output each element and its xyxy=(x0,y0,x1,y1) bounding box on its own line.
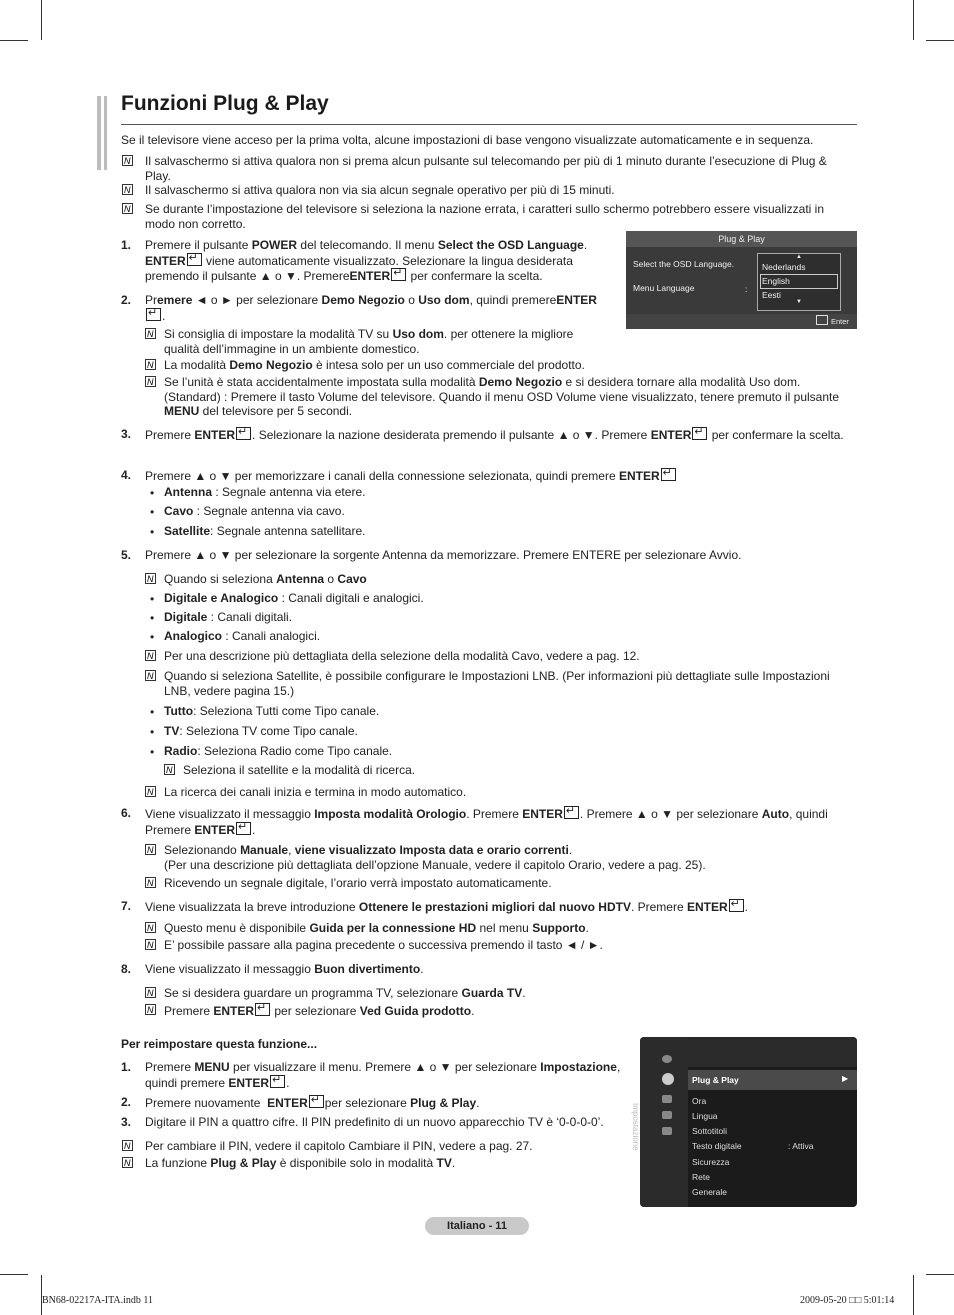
menu-category-label: Impostazione xyxy=(631,1103,640,1151)
footer-date: 2009-05-20 □□ 5:01:14 xyxy=(800,1295,895,1306)
note-text: Se l’unità è stata accidentalmente impostata sulla modalità Demo Negozio e si desidera tornare alla modalità Uso dom. (Standard) : Premere il tasto Volume del televisore. Quando il menu OSD Volume viene visualizzato, tenere premuto il pulsante MENU del televisore per 5 secondi. xyxy=(164,375,840,418)
bullet-text: Digitale : Canali digitali. xyxy=(164,610,293,624)
step-number: 1. xyxy=(121,238,132,252)
crop-mark xyxy=(926,40,954,41)
note-text: Seleziona il satellite e la modalità di ricerca. xyxy=(183,763,416,777)
svg-text:N: N xyxy=(147,651,154,661)
page-title: Funzioni Plug & Play xyxy=(121,92,329,115)
bullet-text: TV: Seleziona TV come Tipo canale. xyxy=(164,724,358,738)
note-text: Quando si seleziona Antenna o Cavo xyxy=(164,572,367,586)
osd-label: Select the OSD Language. xyxy=(633,259,735,269)
svg-text:N: N xyxy=(124,204,131,214)
note-icon xyxy=(122,1157,133,1168)
menu-item-lingua[interactable]: Lingua xyxy=(692,1111,718,1121)
menu-item-generale[interactable]: Generale xyxy=(692,1187,727,1197)
bullet-text: Cavo : Segnale antenna via cavo. xyxy=(164,504,345,518)
osd-colon: : xyxy=(745,284,748,294)
step-4-text: Premere ▲ o ▼ per memorizzare i canali della connessione selezionata, quindi premere ENTER↵ xyxy=(145,468,845,484)
step-number: 5. xyxy=(121,548,132,562)
reset-step-3-text: Digitare il PIN a quattro cifre. Il PIN predefinito di un nuovo apparecchio TV è ‘0-0-0-0’. xyxy=(145,1115,604,1129)
svg-text:N: N xyxy=(147,329,154,339)
svg-text:N: N xyxy=(147,377,154,387)
note-icon xyxy=(145,650,156,661)
title-accent-bar xyxy=(104,96,107,170)
note-text: Ricevendo un segnale digitale, l’orario verrà impostato automaticamente. xyxy=(164,876,552,890)
page-number: Italiano - 11 xyxy=(425,1217,529,1235)
note-text: Selezionando Manuale, viene visualizzato Imposta data e orario correnti. (Per una descrizione più dettagliata dell’opzione Manuale, vedere il capitolo Orario, vedere a pag. 25). xyxy=(164,843,706,872)
note-icon xyxy=(145,922,156,933)
bullet-text: Antenna : Segnale antenna via etere. xyxy=(164,485,366,499)
step-number: 7. xyxy=(121,899,132,913)
osd-language-screen xyxy=(626,231,857,329)
bullet: • xyxy=(150,505,155,519)
enter-icon xyxy=(816,315,828,325)
note-icon xyxy=(145,939,156,950)
step-1-text: Premere il pulsante POWER del telecomando. Il menu Select the OSD Language. ENTER↵ viene automaticamente visualizzato. Selezionare la lingua desiderata premendo il pulsante ▲ o ▼. PremereENTER↵ per confermare la scelta. xyxy=(145,238,605,284)
note-icon xyxy=(145,844,156,855)
bullet: • xyxy=(150,705,155,719)
title-accent-bar xyxy=(97,96,101,170)
note-icon xyxy=(145,1004,156,1015)
note-icon xyxy=(164,764,175,775)
footer-file: BN68-02217A-ITA.indb 11 xyxy=(42,1295,154,1306)
step-number: 2. xyxy=(121,1095,132,1109)
svg-text:N: N xyxy=(147,940,154,950)
bullet: • xyxy=(150,486,155,500)
svg-text:N: N xyxy=(147,845,154,855)
bullet: • xyxy=(150,745,155,759)
note-icon xyxy=(145,359,156,370)
title-rule xyxy=(121,124,857,125)
crop-mark xyxy=(913,0,914,40)
gear-icon[interactable] xyxy=(662,1073,674,1085)
svg-text:N: N xyxy=(147,671,154,681)
note-icon xyxy=(145,877,156,888)
crop-mark xyxy=(926,1274,954,1275)
note-icon xyxy=(145,786,156,797)
note-icon xyxy=(122,1140,133,1151)
menu-header xyxy=(688,1037,857,1067)
note-icon xyxy=(145,376,156,387)
crop-mark xyxy=(0,40,28,41)
note-text: La funzione Plug & Play è disponibile solo in modalità TV. xyxy=(145,1156,456,1170)
bullet-text: Tutto: Seleziona Tutti come Tipo canale. xyxy=(164,704,380,718)
svg-text:N: N xyxy=(147,1005,154,1015)
step-number: 2. xyxy=(121,293,132,307)
note-text: Premere ENTER↵ per selezionare Ved Guida prodotto. xyxy=(164,1003,474,1019)
svg-text:N: N xyxy=(147,574,154,584)
note-icon xyxy=(145,328,156,339)
bullet: • xyxy=(150,525,155,539)
osd-footer xyxy=(626,314,857,329)
arrow-right-icon: ▶ xyxy=(842,1074,849,1083)
bullet: • xyxy=(150,725,155,739)
note-icon xyxy=(122,203,133,214)
bullet-text: Radio: Seleziona Radio come Tipo canale. xyxy=(164,744,393,758)
step-number: 6. xyxy=(121,806,132,820)
enter-label: Enter xyxy=(831,317,849,326)
menu-item-sicurezza[interactable]: Sicurezza xyxy=(692,1157,730,1167)
language-option[interactable]: English xyxy=(762,276,790,286)
step-number: 8. xyxy=(121,962,132,976)
note-text: Se si desidera guardare un programma TV, selezionare Guarda TV. xyxy=(164,986,526,1000)
note-text: Questo menu è disponibile Guida per la connessione HD nel menu Supporto. xyxy=(164,921,589,935)
note-icon xyxy=(122,155,133,166)
language-option[interactable]: Eesti xyxy=(762,290,781,300)
language-list[interactable] xyxy=(757,253,841,311)
menu-item-rete[interactable]: Rete xyxy=(692,1172,710,1182)
step-6-text: Viene visualizzato il messaggio Imposta modalità Orologio. Premere ENTER↵ . Premere ▲ o ▼ per selezionare Auto, quindi Premere ENTER↵ . xyxy=(145,806,850,837)
bullet-text: Satellite: Segnale antenna satellitare. xyxy=(164,524,366,538)
note-text: Per cambiare il PIN, vedere il capitolo Cambiare il PIN, vedere a pag. 27. xyxy=(145,1139,533,1153)
step-number: 1. xyxy=(121,1060,132,1074)
step-3-text: Premere ENTER↵ . Selezionare la nazione desiderata premendo il pulsante ▲ o ▼. Premere ENTER↵ per confermare la scelta. xyxy=(145,427,845,443)
step-7-text: Viene visualizzata la breve introduzione Ottenere le prestazioni migliori dal nuovo HDTV. Premere ENTER↵ . xyxy=(145,899,855,915)
intro-text: Se il televisore viene acceso per la prima volta, alcune impostazioni di base vengono visualizzate automaticamente e in sequenza. xyxy=(121,133,814,147)
osd-header: Plug & Play xyxy=(626,231,857,247)
svg-text:N: N xyxy=(124,1141,131,1151)
note-text: Si consiglia di impostare la modalità TV su Uso dom. per ottenere la migliore qualità dell’immagine in un ambiente domestico. xyxy=(164,327,574,356)
svg-text:N: N xyxy=(147,923,154,933)
note-icon xyxy=(145,670,156,681)
bullet-text: Analogico : Canali analogici. xyxy=(164,629,321,643)
note-text: Quando si seleziona Satellite, è possibile configurare le Impostazioni LNB. (Per informazioni più dettagliate sulle Impostazioni LNB, vedere pagina 15.) xyxy=(164,669,830,698)
menu-item-sottotitoli[interactable]: Sottotitoli xyxy=(692,1126,727,1136)
bullet-text: Digitale e Analogico : Canali digitali e analogici. xyxy=(164,591,424,605)
menu-item-testo-digitale[interactable]: Testo digitale xyxy=(692,1141,742,1151)
language-option[interactable]: Nederlands xyxy=(762,262,806,272)
svg-text:N: N xyxy=(147,787,154,797)
support-icon[interactable] xyxy=(662,1127,672,1135)
note-text: Se durante l’impostazione del televisore si seleziona la nazione errata, i caratteri sullo schermo potrebbero essere visualizzati in modo non corretto. xyxy=(145,202,825,231)
note-text: Il salvaschermo si attiva qualora non via sia alcun segnale operativo per più di 15 minuti. xyxy=(145,183,615,197)
svg-text:N: N xyxy=(147,360,154,370)
application-icon[interactable] xyxy=(662,1111,672,1119)
svg-text:N: N xyxy=(124,1158,131,1168)
input-icon[interactable] xyxy=(662,1095,672,1103)
bullet: • xyxy=(150,592,155,606)
osd-label: Menu Language xyxy=(633,283,695,293)
bullet: • xyxy=(150,611,155,625)
reset-step-1-text: Premere MENU per visualizzare il menu. Premere ▲ o ▼ per selezionare Impostazione, quindi premere ENTER↵ . xyxy=(145,1060,630,1090)
note-text: La ricerca dei canali inizia e termina in modo automatico. xyxy=(164,785,467,799)
step-2-text: Premere ◄ o ► per selezionare Demo Negozio o Uso dom, quindi premereENTER↵. xyxy=(145,293,605,323)
step-8-text: Viene visualizzato il messaggio Buon divertimento. xyxy=(145,962,424,976)
crop-mark xyxy=(913,1275,914,1315)
note-text: La modalità Demo Negozio è intesa solo per un uso commerciale del prodotto. xyxy=(164,358,585,372)
note-text: E’ possibile passare alla pagina precedente o successiva premendo il tasto ◄ / ►. xyxy=(164,938,603,952)
svg-text:N: N xyxy=(147,878,154,888)
arrow-down-icon: ▼ xyxy=(796,299,802,305)
svg-text:N: N xyxy=(147,988,154,998)
crop-mark xyxy=(41,0,42,40)
svg-text:N: N xyxy=(124,156,131,166)
step-number: 3. xyxy=(121,1115,132,1129)
step-number: 3. xyxy=(121,427,132,441)
crop-mark xyxy=(0,1274,28,1275)
reset-step-2-text: Premere nuovamente ENTER↵ per selezionare Plug & Play. xyxy=(145,1095,630,1111)
note-icon xyxy=(122,184,133,195)
osd-settings-menu xyxy=(631,1037,857,1207)
step-number: 4. xyxy=(121,468,132,482)
bullet: • xyxy=(150,630,155,644)
svg-text:N: N xyxy=(124,185,131,195)
menu-item-selected[interactable] xyxy=(688,1070,857,1090)
picture-icon[interactable] xyxy=(662,1055,672,1063)
menu-item-label: Plug & Play xyxy=(692,1075,739,1085)
step-5-text: Premere ▲ o ▼ per selezionare la sorgente Antenna da memorizzare. Premere ENTERE per selezionare Avvio. xyxy=(145,548,742,562)
note-text: Il salvaschermo si attiva qualora non si prema alcun pulsante sul telecomando per più di 1 minuto durante l’esecuzione di Plug & Play. xyxy=(145,154,827,183)
menu-item-ora[interactable]: Ora xyxy=(692,1096,707,1106)
arrow-up-icon: ▲ xyxy=(796,254,802,260)
reset-heading: Per reimpostare questa funzione... xyxy=(121,1037,318,1051)
note-text: Per una descrizione più dettagliata della selezione della modalità Cavo, vedere a pag. 12. xyxy=(164,649,640,663)
note-icon xyxy=(145,573,156,584)
svg-text:N: N xyxy=(166,765,173,775)
menu-item-value: : Attiva xyxy=(788,1141,814,1151)
note-icon xyxy=(145,987,156,998)
